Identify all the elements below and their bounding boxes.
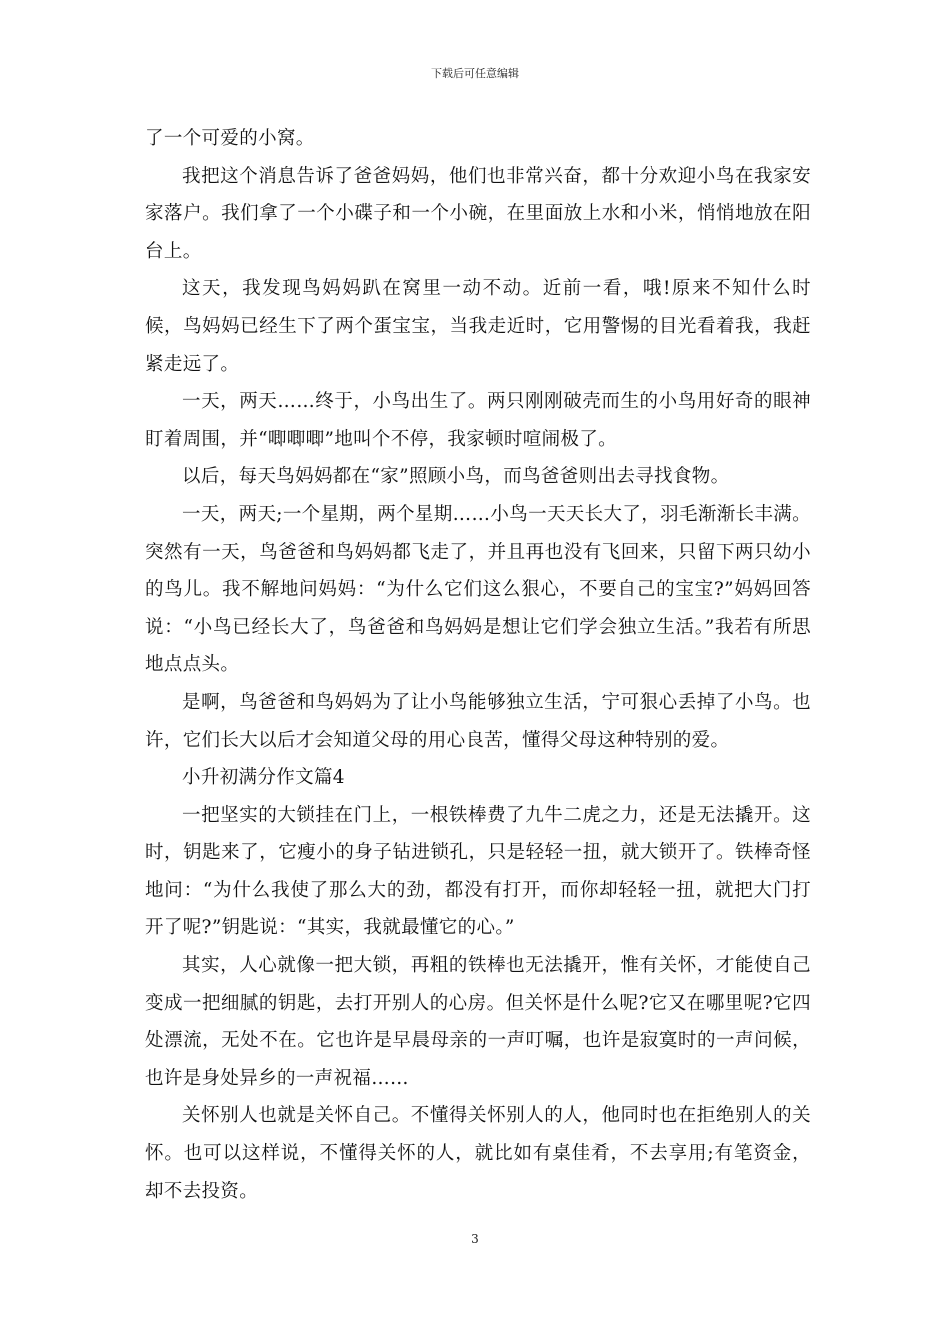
- paragraph-8: 一把坚实的大锁挂在门上，一根铁棒费了九牛二虎之力，还是无法撬开。这时，钥匙来了，它瘦小的身子钻进锁孔，只是轻轻一扭，就大锁开了。铁棒奇怪地问：“为什么我使了那么大的劲，都没有打开，而你却轻轻一扭，就把大门打开了呢?”钥匙说：“其实，我就最懂它的心。”: [145, 804, 811, 939]
- paragraph-3: 这天，我发现鸟妈妈趴在窝里一动不动。近前一看，哦!原来不知什么时候，鸟妈妈已经生下了两个蛋宝宝，当我走近时，它用警惕的目光看着我，我赶紧走远了。: [145, 278, 811, 375]
- paragraph-6: 一天，两天;一个星期，两个星期……小鸟一天天长大了，羽毛渐渐长丰满。突然有一天，鸟爸爸和鸟妈妈都飞走了，并且再也没有飞回来，只留下两只幼小的鸟儿。我不解地问妈妈：“为什么它们这么狠心，不要自己的宝宝?”妈妈回答说：“小鸟已经长大了，鸟爸爸和鸟妈妈是想让它们学会独立生活。”我若有所思地点点头。: [145, 503, 811, 676]
- paragraph-10: 关怀别人也就是关怀自己。不懂得关怀别人的人，他同时也在拒绝别人的关怀。也可以这样说，不懂得关怀的人，就比如有桌佳肴，不去享用;有笔资金，却不去投资。: [145, 1105, 811, 1202]
- page-number: 3: [471, 1232, 479, 1246]
- paragraph-7: 是啊，鸟爸爸和鸟妈妈为了让小鸟能够独立生活，宁可狠心丢掉了小鸟。也许，它们长大以后才会知道父母的用心良苦，懂得父母这种特别的爱。: [145, 691, 811, 751]
- paragraph-4: 一天，两天……终于，小鸟出生了。两只刚刚破壳而生的小鸟用好奇的眼神盯着周围，并“唧唧唧”地叫个不停，我家顿时喧闹极了。: [145, 391, 811, 450]
- paragraph-9: 其实，人心就像一把大锁，再粗的铁棒也无法撬开，惟有关怀，才能使自己变成一把细腻的钥匙，去打开别人的心房。但关怀是什么呢?它又在哪里呢?它四处漂流，无处不在。它也许是早晨母亲的一声叮嘱，也许是寂寞时的一声问候，也许是身处异乡的一声祝福……: [145, 955, 811, 1089]
- section-heading: 小升初满分作文篇4: [182, 767, 345, 789]
- document-body: [145, 120, 811, 1210]
- paragraph-5: 以后，每天鸟妈妈都在“家”照顾小鸟，而鸟爸爸则出去寻找食物。: [182, 466, 730, 488]
- paragraph-2: 我把这个消息告诉了爸爸妈妈，他们也非常兴奋，都十分欢迎小鸟在我家安家落户。我们拿了一个小碟子和一个小碗，在里面放上水和小米，悄悄地放在阳台上。: [145, 165, 811, 262]
- page-header: 下载后可任意编辑: [431, 67, 519, 80]
- paragraph-1: 了一个可爱的小窝。: [145, 128, 315, 149]
